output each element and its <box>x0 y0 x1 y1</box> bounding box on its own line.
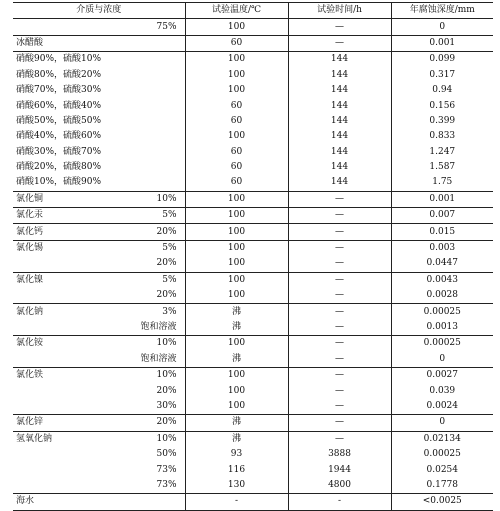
table-row <box>13 320 493 336</box>
table-row <box>13 494 493 510</box>
cell-time: — <box>288 288 391 304</box>
cell-depth: 0.039 <box>391 383 493 398</box>
cell-medium: 氢氧化钠 <box>13 431 103 447</box>
cell-time: — <box>288 35 391 51</box>
cell-time: 144 <box>288 129 391 144</box>
table-row <box>13 68 493 83</box>
cell-time: - <box>288 494 391 510</box>
cell-medium: 氯化钠 <box>13 304 103 320</box>
cell-time: — <box>288 191 391 207</box>
cell-depth: <0.0025 <box>391 494 493 510</box>
cell-time: 144 <box>288 98 391 113</box>
table-row <box>13 256 493 272</box>
cell-temperature: - <box>185 494 288 510</box>
cell-concentration: 20% <box>156 258 177 269</box>
cell-temperature: 60 <box>185 175 288 191</box>
cell-time: — <box>288 240 391 256</box>
cell-concentration <box>103 129 185 144</box>
cell-concentration: 20% <box>103 415 185 431</box>
cell-time: 144 <box>288 175 391 191</box>
cell-concentration: 50% <box>156 449 177 460</box>
cell-medium: 硝酸70%，硫酸30% <box>16 85 102 96</box>
cell-concentration: 20% <box>156 290 177 301</box>
table-row <box>13 145 493 160</box>
table-row <box>13 240 493 256</box>
cell-time: — <box>288 208 391 224</box>
cell-concentration <box>103 175 185 191</box>
cell-concentration: 10% <box>103 367 185 383</box>
cell-temperature: 100 <box>185 52 288 68</box>
cell-temperature: 100 <box>185 83 288 98</box>
cell-concentration: 饱和溶液 <box>140 353 177 364</box>
cell-time: 3888 <box>288 447 391 462</box>
cell-concentration: 20% <box>103 224 185 240</box>
cell-time: — <box>288 431 391 447</box>
cell-depth: 0.0254 <box>391 462 493 477</box>
cell-time: — <box>288 367 391 383</box>
cell-temperature: 100 <box>185 129 288 144</box>
table-row <box>13 367 493 383</box>
cell-temperature: 100 <box>185 383 288 398</box>
cell-depth: 0.0028 <box>391 288 493 304</box>
cell-medium <box>13 352 103 368</box>
cell-depth: 0.0013 <box>391 320 493 336</box>
cell-depth: 1.75 <box>391 175 493 191</box>
table-row <box>13 415 493 431</box>
cell-medium <box>13 447 103 462</box>
cell-temperature: 沸 <box>185 320 288 336</box>
cell-medium: 氯化汞 <box>13 208 103 224</box>
cell-medium: 硝酸50%，硫酸50% <box>16 115 102 126</box>
table-row <box>13 129 493 144</box>
cell-time: — <box>288 272 391 288</box>
cell-temperature: 100 <box>185 240 288 256</box>
table-row <box>13 447 493 462</box>
cell-medium: 硝酸20%，硫酸80% <box>16 162 102 173</box>
cell-temperature: 130 <box>185 478 288 494</box>
table-row <box>13 52 493 68</box>
cell-time: 144 <box>288 83 391 98</box>
cell-medium: 硝酸90%，硫酸10% <box>13 52 103 68</box>
header-depth: 年腐蚀深度/mm <box>391 3 493 19</box>
cell-concentration <box>103 160 185 175</box>
header-temperature: 试验温度/℃ <box>185 3 288 19</box>
cell-depth: 0.0043 <box>391 272 493 288</box>
table-row <box>13 462 493 477</box>
cell-medium <box>13 256 103 272</box>
cell-depth: 0 <box>391 352 493 368</box>
cell-medium <box>13 320 103 336</box>
cell-time: 144 <box>288 114 391 129</box>
cell-concentration: 30% <box>156 400 177 411</box>
table-row <box>13 83 493 98</box>
cell-depth: 0 <box>391 19 493 35</box>
cell-medium <box>13 288 103 304</box>
cell-time: 144 <box>288 145 391 160</box>
cell-temperature: 100 <box>185 224 288 240</box>
cell-medium: 氯化铵 <box>13 336 103 352</box>
cell-medium: 硝酸30%，硫酸70% <box>16 146 102 157</box>
cell-depth: 0.833 <box>391 129 493 144</box>
cell-depth: 0.001 <box>391 191 493 207</box>
cell-depth: 0.001 <box>391 35 493 51</box>
cell-depth: 0.399 <box>391 114 493 129</box>
cell-concentration <box>103 35 185 51</box>
cell-time: 1944 <box>288 462 391 477</box>
cell-temperature: 100 <box>185 208 288 224</box>
cell-medium: 冰醋酸 <box>13 35 103 51</box>
cell-time: — <box>288 224 391 240</box>
cell-medium: 氯化锌 <box>13 415 103 431</box>
cell-concentration <box>103 145 185 160</box>
cell-concentration <box>103 98 185 113</box>
cell-temperature: 沸 <box>185 431 288 447</box>
cell-medium: 硝酸40%，硫酸60% <box>16 131 102 142</box>
cell-temperature: 100 <box>185 256 288 272</box>
cell-medium <box>13 462 103 477</box>
cell-medium: 硝酸80%，硫酸20% <box>16 69 102 80</box>
cell-time: — <box>288 256 391 272</box>
cell-depth: 0.94 <box>391 83 493 98</box>
corrosion-data-table <box>13 2 493 511</box>
table-body <box>13 19 493 510</box>
cell-depth: 0.02134 <box>391 431 493 447</box>
cell-medium <box>13 383 103 398</box>
cell-time: — <box>288 19 391 35</box>
table-row <box>13 399 493 415</box>
cell-concentration: 10% <box>103 191 185 207</box>
cell-time: — <box>288 336 391 352</box>
cell-medium <box>13 19 103 35</box>
cell-concentration: 73% <box>156 479 177 490</box>
cell-medium <box>13 399 103 415</box>
cell-medium: 氯化钙 <box>13 224 103 240</box>
cell-temperature: 100 <box>185 288 288 304</box>
cell-temperature: 沸 <box>185 415 288 431</box>
cell-depth: 0.0027 <box>391 367 493 383</box>
cell-concentration <box>103 114 185 129</box>
cell-temperature: 沸 <box>185 352 288 368</box>
table-row <box>13 431 493 447</box>
cell-temperature: 沸 <box>185 304 288 320</box>
cell-time: — <box>288 399 391 415</box>
cell-temperature: 100 <box>185 367 288 383</box>
cell-medium <box>13 478 103 494</box>
table-row <box>13 191 493 207</box>
cell-time: 144 <box>288 160 391 175</box>
cell-time: 4800 <box>288 478 391 494</box>
table-row <box>13 224 493 240</box>
cell-time: 144 <box>288 68 391 83</box>
cell-time: — <box>288 320 391 336</box>
table-row <box>13 175 493 191</box>
cell-time: — <box>288 352 391 368</box>
cell-temperature: 93 <box>185 447 288 462</box>
cell-concentration: 饱和溶液 <box>140 322 177 332</box>
cell-concentration: 20% <box>156 385 177 396</box>
cell-concentration <box>103 52 185 68</box>
table-row <box>13 98 493 113</box>
table-row <box>13 208 493 224</box>
cell-depth: 0 <box>391 415 493 431</box>
cell-depth: 1.247 <box>391 145 493 160</box>
corrosion-table-container <box>13 2 493 511</box>
cell-temperature: 60 <box>185 35 288 51</box>
table-row <box>13 352 493 368</box>
cell-depth: 0.0447 <box>391 256 493 272</box>
cell-medium: 氯化锡 <box>13 240 103 256</box>
cell-depth: 1.587 <box>391 160 493 175</box>
cell-concentration <box>103 83 185 98</box>
cell-time: — <box>288 415 391 431</box>
cell-temperature: 100 <box>185 272 288 288</box>
cell-medium: 氯化铜 <box>13 191 103 207</box>
cell-depth: 0.099 <box>391 52 493 68</box>
cell-temperature: 100 <box>185 336 288 352</box>
cell-temperature: 60 <box>185 98 288 113</box>
table-row <box>13 288 493 304</box>
cell-concentration: 5% <box>103 272 185 288</box>
cell-depth: 0.007 <box>391 208 493 224</box>
cell-depth: 0.1778 <box>391 478 493 494</box>
cell-temperature: 60 <box>185 145 288 160</box>
cell-depth: 0.015 <box>391 224 493 240</box>
cell-time: — <box>288 304 391 320</box>
cell-depth: 0.00025 <box>391 447 493 462</box>
cell-medium: 氯化铁 <box>13 367 103 383</box>
cell-temperature: 60 <box>185 160 288 175</box>
cell-time: 144 <box>288 52 391 68</box>
cell-time: — <box>288 383 391 398</box>
cell-temperature: 60 <box>185 114 288 129</box>
table-row <box>13 114 493 129</box>
cell-concentration: 3% <box>103 304 185 320</box>
header-time: 试验时间/h <box>288 3 391 19</box>
cell-medium: 硝酸10%，硫酸90% <box>16 177 102 188</box>
cell-depth: 0.0024 <box>391 399 493 415</box>
cell-temperature: 100 <box>185 191 288 207</box>
table-row <box>13 336 493 352</box>
cell-concentration: 5% <box>103 240 185 256</box>
cell-depth: 0.00025 <box>391 304 493 320</box>
cell-depth: 0.00025 <box>391 336 493 352</box>
table-row <box>13 19 493 35</box>
cell-temperature: 116 <box>185 462 288 477</box>
table-row <box>13 304 493 320</box>
cell-depth: 0.003 <box>391 240 493 256</box>
cell-medium: 氯化镍 <box>13 272 103 288</box>
cell-concentration: 73% <box>156 464 177 475</box>
cell-concentration: 10% <box>103 431 185 447</box>
table-row <box>13 478 493 494</box>
cell-concentration <box>103 494 185 510</box>
cell-depth: 0.156 <box>391 98 493 113</box>
cell-temperature: 100 <box>185 19 288 35</box>
cell-temperature: 100 <box>185 399 288 415</box>
table-row <box>13 35 493 51</box>
table-row <box>13 272 493 288</box>
cell-temperature: 100 <box>185 68 288 83</box>
cell-concentration: 5% <box>103 208 185 224</box>
cell-concentration: 10% <box>103 336 185 352</box>
cell-medium: 硝酸60%，硫酸40% <box>16 100 102 111</box>
table-row <box>13 160 493 175</box>
cell-concentration <box>103 68 185 83</box>
cell-medium: 海水 <box>13 494 103 510</box>
table-row <box>13 383 493 398</box>
cell-depth: 0.317 <box>391 68 493 83</box>
header-medium-concentration: 介质与浓度 <box>13 3 185 19</box>
cell-concentration: 75% <box>156 21 177 32</box>
table-header-row <box>13 3 493 19</box>
